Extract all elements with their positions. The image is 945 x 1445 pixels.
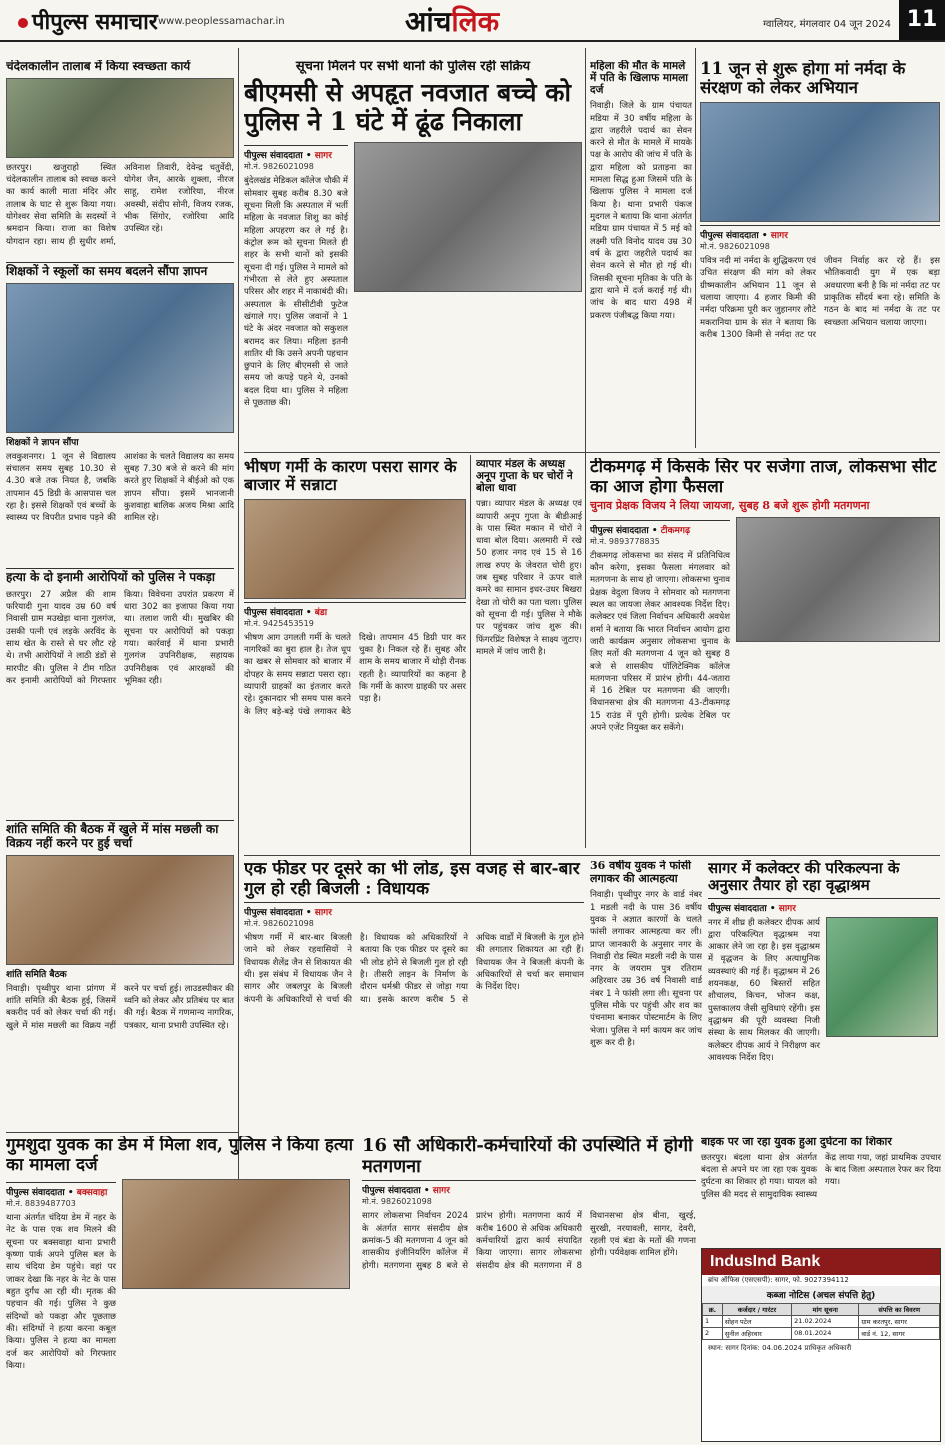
mobile: मो.नं. 9425453519 [244, 618, 314, 628]
byline: पीपुल्स संवाददाता • टीकमगढ़ [590, 520, 730, 536]
article-talab [6, 60, 234, 260]
photo-building [826, 917, 938, 1037]
mobile: मो.नं. 8839487703 [6, 1199, 76, 1209]
byline-name: पीपुल्स संवाददाता [708, 903, 767, 914]
byline: पीपुल्स संवाददाता • सागर [700, 225, 940, 241]
article-body: छतरपुर। बंदला थाना क्षेत्र अंतर्गत बंदला से अपने घर जा रहा एक युवक दुर्घटना का शिकार हो गया। घायल को पुलिस की मदद से सामुदायिक स्वास्थ्य केंद्र लाया गया, जहां प्राथमिक उपचार के बाद जिला अस्पताल रेफर कर दिया गया। [701, 1152, 941, 1200]
photo-cleanup [6, 78, 234, 158]
left-col [6, 1179, 116, 1372]
ad-th: संपत्ति का विवरण [859, 1304, 940, 1316]
article-heat [244, 458, 466, 853]
left-col [590, 517, 730, 735]
photo-narmada [700, 102, 940, 222]
byline-place: सागर [770, 230, 788, 241]
mobile: मो.नं. 9826021098 [244, 162, 314, 172]
section-title-a: आंच [405, 5, 452, 38]
ad-footer: स्थान: सागर दिनांक: 04.06.2024 प्राधिकृत अधिकारी [708, 1344, 852, 1352]
masthead [0, 0, 945, 42]
left-col [244, 142, 348, 409]
subheadline: चुनाव प्रेक्षक विजय ने लिया जायजा, सुबह 8 बजे शुरू होगी मतगणना [590, 499, 870, 513]
photo-hospital [354, 142, 582, 292]
brand-logo[interactable] [18, 6, 158, 36]
byline-place: सागर [314, 908, 332, 919]
section-title [405, 2, 499, 40]
ad-td: सोहन पटेल [722, 1316, 791, 1328]
ad-td: 2 [703, 1328, 723, 1340]
article-row [6, 1179, 356, 1372]
headline[interactable]: व्यापार मंडल के अध्यक्ष अनूप गुप्ता के घर चोरों ने बोला धावा [476, 458, 573, 495]
byline-place: सागर [778, 903, 796, 914]
section-rule [244, 855, 940, 856]
photo-teachers [6, 283, 234, 433]
headline[interactable]: बाइक पर जा रहा युवक हुआ दुर्घटना का शिकार [701, 1136, 892, 1148]
brand-name: पीपुल्स समाचार [32, 10, 158, 35]
article-body: छतरपुर। 27 अप्रैल की शाम फरियादी गुना यादव उम्र 60 वर्ष निवासी ग्राम मउखेड़ा थाना गुलगंज, उसकी पत्नी एवं लड़के अरविंद के साथ खेत के रास्ते से घर लौट रहे थे। तभी आरोपियों ने लाठी डंडों से मारपीट की। पुलिस ने टीम गठित कर इनामी आरोपियों को गिरफ्तार किया। विवेचना उपरांत प्रकरण में धारा 302 का इजाफा किया गया था। तलाश जारी थी। मुखबिर की सूचना पर आरोपियों को पकड़ा गया। कार्रवाई में थाना प्रभारी गुलगंज उपनिरीक्षक, सहायक उपनिरीक्षक एवं आरक्षकों की भूमिका रही। [6, 589, 234, 686]
dateline: ग्वालियर, मंगलवार 04 जून 2024 [763, 19, 891, 30]
article-peace-committee [6, 820, 234, 1132]
byline-place: टीकमगढ़ [660, 525, 691, 536]
photo-dam [122, 1179, 350, 1289]
article-body: सागर लोकसभा निर्वाचन 2024 के अंतर्गत सागर संसदीय क्षेत्र क्रमांक-5 की मतगणना 4 जून को शासकीय इंजीनियरिंग कॉलेज में होगी। मतगणना सुबह 8 बजे से प्रारंभ होगी। मतगणना कार्य में करीब 1600 से अधिक अधिकारी कर्मचारियों द्वारा कार्य संपादित किया जाएगा। सागर लोकसभा संसदीय क्षेत्र की मतगणना में 8 विधानसभा क्षेत्र बीना, खुरई, सुरखी, नरयावली, सागर, देवरी, रहली एवं बंडा के मतों की गणना होगी। पर्यवेक्षक शामिल होंगे। [362, 1211, 696, 1271]
article-body: निवाड़ी। पृथ्वीपुर थाना प्रांगण में शांति समिति की बैठक हुई, जिसमें बकरीद पर्व को लेकर चर्चा की गई। खुले में मांस मछली का विक्रय नहीं करने पर चर्चा हुई। लाउडस्पीकर की ध्वनि को लेकर और प्रतिबंध पर बात की गई। बैठक में गणमान्य नागरिक, पत्रकार, थाना प्रभारी उपस्थित रहे। [6, 983, 234, 1031]
ad-td: वार्ड नं. 12, सागर [859, 1328, 940, 1340]
article-body: छतरपुर। खजुराहो स्थित चंदेलकालीन तालाब को स्वच्छ करने का कार्य काली माता मंदिर और तालाब के घाट से शुरू किया गया। योगेश्वर सेवा समिति के सदस्यों ने श्रमदान किया। राजा का विशेष योगदान रहा। साथ ही सुधीर शर्मा, अविनाश तिवारी, देवेन्द्र चतुर्वेदी, योगेश जैन, आरके शुक्ला, नीरज साहू, रामेश रजोरिया, नीरज अवस्थी, संदीप सोनी, विजय रजक, भीक सिंगोर, रजोरिया आदि उपस्थित रहे। [6, 162, 234, 247]
byline: पीपुल्स संवाददाता • सागर [362, 1180, 696, 1196]
byline-name: पीपुल्स संवाददाता [590, 525, 649, 536]
ad-th: कर्जदार / गारंटर [722, 1304, 791, 1316]
table-row [703, 1316, 940, 1328]
ad-td: 21.02.2024 [792, 1316, 859, 1328]
byline-name: पीपुल्स संवाददाता [244, 908, 303, 919]
article-narmada [700, 60, 940, 450]
article-bike-accident [701, 1136, 941, 1244]
article-row [708, 917, 940, 1065]
article-body: नगर में शीघ्र ही कलेक्टर दीपक आर्य द्वारा परिकल्पित वृद्धाश्रम नया आकार लेने जा रहा है। इस वृद्धाश्रम में वृद्धजन के लिए अत्याधुनिक व्यवस्थाएं की गई हैं। वृद्धाश्रम में 26 शयनकक्ष, 60 बिस्तरों सहित शौचालय, किचन, भोजन कक्ष, पुस्तकालय जैसी सुविधाएं रहेंगी। इस वृद्धाश्रम की पूरी व्यवस्था निजी संस्था के साथ मिलकर की जाएगी। कलेक्टर दीपक आर्य ने निरीक्षण कर आवश्यक निर्देश दिए। [708, 917, 820, 1063]
bank-logo[interactable]: IndusInd Bank [702, 1249, 940, 1275]
column-rule [695, 48, 696, 448]
headline[interactable]: शांति समिति की बैठक में खुले में मांस मछली का विक्रय नहीं करने पर हुई चर्चा [6, 820, 234, 851]
page-number: 11 [899, 0, 945, 40]
headline[interactable]: चंदेलकालीन तालाब में किया स्वच्छता कार्य [6, 60, 191, 73]
headline[interactable]: महिला की मौत के मामले में पति के खिलाफ मामला दर्ज [590, 60, 688, 97]
article-body: निवाड़ी। पृथ्वीपुर नगर के वार्ड नंबर 1 मडली नदी के पास 36 वर्षीय युवक ने अज्ञात कारणों के चलते फांसी लगाकर आत्महत्या कर ली। प्राप्त जानकारी के अनुसार नगर के निवाड़ी रोड स्थित मडली नदी के पास नगर के जयराम पुत्र रतिराम अहिरवार उम्र 36 वर्ष निवासी वार्ड नंबर 1 ने फांसी लगा ली। सूचना पर पुलिस मौके पर पहुंची और शव का पंचनामा बनाकर पोस्टमार्टम के लिए भेजा। पुलिस ने मर्ग कायम कर जांच शुरू कर दी है। [590, 890, 702, 1049]
section-rule [6, 1132, 238, 1133]
headline[interactable]: भीषण गर्मी के कारण पसरा सागर के बाजार में सन्नाटा [244, 458, 457, 495]
ad-branch: ब्रांच ऑफिस (एसएसपी): सागर, फो. 9027394112 [708, 1276, 849, 1284]
byline: पीपुल्स संवाददाता • बंडा [244, 602, 466, 618]
column-rule [585, 48, 586, 848]
headline[interactable]: गुमशुदा युवक का डेम में मिला शव, पुलिस ने किया हत्या का मामला दर्ज [6, 1136, 354, 1175]
photo-caption: शांति समिति बैठक [6, 969, 67, 980]
byline: पीपुल्स संवाददाता • सागर [244, 145, 348, 161]
photo-meeting [6, 855, 234, 965]
byline-name: पीपुल्स संवाददाता [244, 607, 303, 618]
ad-td: ग्राम करतपुर, सागर [859, 1316, 940, 1328]
mobile: मो.नं. 9826021098 [700, 241, 770, 251]
article-row [590, 517, 940, 735]
byline-place: बंडा [314, 607, 328, 618]
headline[interactable]: 16 सौ अधिकारी-कर्मचारियों की उपस्थिति में होगी मतगणना [362, 1136, 693, 1177]
article-teachers [6, 262, 234, 568]
ad-table [702, 1303, 940, 1340]
section-title-b: लिक [451, 5, 500, 38]
photo-counting [736, 517, 940, 642]
headline[interactable]: 11 जून से शुरू होगा मां नर्मदा के संरक्षण को लेकर अभियान [700, 60, 906, 97]
article-row [244, 142, 582, 409]
article-missing-youth [6, 1136, 356, 1442]
ad-th: क्र. [703, 1304, 723, 1316]
mobile: मो.नं. 9826021098 [362, 1197, 432, 1207]
mobile: मो.नं. 9893778835 [590, 536, 660, 546]
table-row [703, 1328, 940, 1340]
headline[interactable]: 36 वर्षीय युवक ने फांसी लगाकर की आत्महत्या [590, 860, 691, 885]
article-counting-staff [362, 1136, 696, 1442]
byline-name: पीपुल्स संवाददाता [6, 1188, 65, 1199]
article-tikamgarh [590, 458, 940, 853]
article-body: बुंदेलखंड मेडिकल कॉलेज चौकी में सोमवार सुबह करीब 8.30 बजे सूचना मिली कि अस्पताल में भर्ती महिला के नवजात शिशु का कोई महिला अपहरण कर ले गई है। कंट्रोल रूम को सूचना मिलते ही शहर के सभी थानों को इसकी सूचना दी गई। पुलिस ने मामले को गंभीरता से लेते हुए अस्पताल परिसर और शहर में नाकाबंदी की। अस्पताल के सीसीटीवी फुटेज खंगाले गए। पुलिस जवानों ने 1 घंटे के अंदर नवजात को सकुशल बरामद कर लिया। महिला इतनी शातिर थी कि उसने अपनी पहचान छुपाने के लिए बीएमसी से जाते समय जो कपड़े पहने थे, उनको बदल दिया था। पुलिस ने महिला से पूछताछ की। [244, 176, 348, 409]
ad-td: सुनील अहिरवार [722, 1328, 791, 1340]
byline-place: सागर [314, 151, 332, 162]
article-theft [476, 458, 582, 853]
photo-market [244, 499, 466, 599]
byline-name: पीपुल्स संवाददाता [362, 1186, 421, 1197]
byline-place: बक्सवाहा [76, 1188, 108, 1199]
byline: पीपुल्स संवाददाता • सागर [244, 902, 584, 918]
photo-caption: शिक्षकों ने ज्ञापन सौंपा [6, 437, 79, 448]
article-body: थाना अंतर्गत चंदिया डेम में नहर के नेट के पास एक शव मिलने की सूचना पर बक्सवाहा थाना प्रभारी कृष्णा पार्क अपने पुलिस बल के साथ चंदिया डेम पहुंचे। वहां पर जाकर देखा कि नहर के नेट के पास बहुत दुर्गंध आ रही थी। मृतक की पहचान की गई। पुलिस ने कुछ संदिग्धों को पकड़ा और पूछताछ की। संदिग्धों ने हत्या करना कबूल किया। पुलिस ने हत्या का मामला दर्ज कर आरोपियों को गिरफ्तार किया। [6, 1213, 116, 1371]
article-body: भीषण गर्मी में बार-बार बिजली जाने को लेकर रहवासियों ने विधायक शैलेंद्र जैन से शिकायत की थी। इस संबंध में विधायक जैन ने सागर और जबलपुर के बिजली कंपनी के अधिकारियों से चर्चा की है। विधायक को अधिकारियों ने बताया कि एक फीडर पर दूसरे का भी लोड होने से बिजली गुल हो रही है। तीसरी लाइन के निर्माण के दौरान धर्मश्री फीडर से जोड़ा गया था। इसके कारण करीब 5 से अधिक वार्डों में बिजली के गुल होने की लगातार शिकायत आ रही हैं। विधायक जैन ने बिजली कंपनी के अधिकारियों से चर्चा कर समाधान के निर्देश दिए। [244, 933, 584, 1005]
bank-notice-ad [701, 1248, 941, 1442]
byline-name: पीपुल्स संवाददाता [244, 151, 303, 162]
article-body: भीषण आग उगलती गर्मी के चलते नागरिकों का बुरा हाल है। तेज धूप का खबर से सोमवार को बाजार में दोपहर के समय सन्नाटा पसरा रहा। व्यापारी ग्राहकों का इंतजार करते रहे। दुकानदार भी समय पास करने के लिए बड़े-बड़े पंखे लगाकर बैठे दिखे। तापमान 45 डिग्री पार कर चुका है। निकल रहे हैं। सुबह और शाम के समय बाजार में थोड़ी रौनक रहती है। व्यापारियों का कहना है कि गर्मी के कारण ग्राहकी पर असर पड़ा है। [244, 632, 466, 717]
byline-place: सागर [432, 1186, 450, 1197]
headline[interactable]: सागर में कलेक्टर की परिकल्पना के अनुसार तैयार हो रहा वृद्धाश्रम [708, 860, 900, 895]
column-rule [470, 455, 471, 855]
article-body: पन्ना। व्यापार मंडल के अध्यक्ष एवं व्यापारी अनूप गुप्ता के बीडीआई के पास स्थित मकान में चोरों ने धावा बोल दिया। अलमारी में रखे 50 हजार नगद एवं 15 से 16 लाख रुपए के जेवरात चोरी हुए। जब सुबह परिवार ने ऊपर वाले कमरे का सामान इधर-उधर बिखरा देखा तो चोरी का पता चला। पुलिस को सूचना दी गई। पुलिस ने मौके पर पहुंचकर जांच शुरू की। फिंगरप्रिंट विशेषज्ञ ने साक्ष्य जुटाए। मामले में जांच जारी है। [476, 499, 582, 657]
ad-td: 1 [703, 1316, 723, 1328]
article-arrest [6, 568, 234, 820]
right-col [354, 142, 582, 409]
column-rule [238, 48, 239, 1248]
byline: पीपुल्स संवाददाता • सागर [708, 898, 940, 914]
logo-dot-icon [18, 18, 28, 28]
article-body: लवकुशनगर। 1 जून से विद्यालय संचालन समय सुबह 10.30 से 4.30 बजे तक नियत है, जबकि तापमान 45 डिग्री के आसपास चल रहा है। इससे शिक्षकों एवं बच्चों के स्वास्थ्य पर विपरीत प्रभाव पड़ने की आशंका के चलते विद्यालय का समय सुबह 7.30 बजे से करने की मांग करते हुए शिक्षकों ने बीईओ को एक ज्ञापन सौंपा। इसमें भानजानी कुशवाहा बालिक अजय मिश्रा आदि शामिल रहे। [6, 451, 234, 524]
article-woman-death [590, 60, 692, 450]
section-rule [244, 452, 940, 453]
article-body: पवित्र नदी मां नर्मदा के शुद्धिकरण एवं उचित संरक्षण की मांग को लेकर ग्रीष्मकालीन अभियान 11 जून से चलाया जाएगा। 4 हजार किमी की नर्मदा परिक्रमा पूरी कर जुहानगर लौटे मकरानिया ग्राम के संत ने बताया कि करीब 1300 किमी से नर्मदा तट पर जीवन निर्वाह कर रहे हैं। इस भौतिकवादी युग में एक बड़ा अवधारणा बनी है कि मां नर्मदा तट पर प्राकृतिक सौंदर्य बना रहे। समिति के गठन के बाद मां नर्मदा के तट पर स्वच्छता अभियान चलाया जाएगा। [700, 255, 940, 340]
byline: पीपुल्स संवाददाता • बक्सवाहा [6, 1182, 116, 1198]
headline[interactable]: हत्या के दो इनामी आरोपियों को पुलिस ने पकड़ा [6, 568, 234, 585]
headline[interactable]: टीकमगढ़ में किसके सिर पर सजेगा ताज, लोकसभा सीट का आज होगा फैसला [590, 458, 937, 497]
kicker: सूचना मिलने पर सभी थानों की पुलिस रही सक्रिय [295, 60, 531, 74]
article-body: टीकमगढ़ लोकसभा का संसद में प्रतिनिधित्व कौन करेगा, इसका फैसला मंगलवार को मतगणना के साथ हो जाएगा। लोकसभा चुनाव प्रेक्षक वेदुला विजय ने सोमवार को मतगणना स्थल का जायजा लेकर आवश्यक निर्देश दिए। कलेक्टर एवं जिला निर्वाचन अधिकारी अवधेश शर्मा ने बताया कि भारत निर्वाचन आयोग द्वारा जारी कार्यक्रम अनुसार लोकसभा चुनाव के लिए मतों की मतगणना 4 जून को सुबह 8 बजे से शासकीय पॉलिटेक्निक कॉलेज मतगणना परिसर में प्रारंभ होगी। 44-जतारा में 16 टेबिल पर मतगणना की जाएगी। विधानसभा क्षेत्र की मतगणना 43-टीकमगढ़ 15 राउंड में पूरी होगी। प्रत्येक टेबिल पर अपने एजेंट नियुक्त कर सकेंगे। [590, 550, 730, 734]
headline[interactable]: बीएमसी से अपहृत नवजात बच्चे को पुलिस ने 1 घंटे में ढूंढ निकाला [244, 77, 571, 136]
byline-name: पीपुल्स संवाददाता [700, 230, 759, 241]
ad-title: कब्जा नोटिस (अचल संपत्ति हेतु) [702, 1286, 940, 1303]
mobile: मो.नं. 9826021098 [244, 919, 314, 929]
headline[interactable]: शिक्षकों ने स्कूलों का समय बदलने सौंपा ज्ञापन [6, 262, 234, 279]
site-url[interactable]: www.peoplessamachar.in [158, 16, 285, 27]
right-col [736, 517, 940, 735]
ad-th: मांग सूचना [792, 1304, 859, 1316]
article-body: निवाड़ी। जिले के ग्राम पंचायत मडिया में 30 वर्षीय महिला के द्वारा जहरीले पदार्थ का सेवन करने से मौत के मामले में मायके पक्ष के आरोप की जांच में पति के द्वारा महिला को प्रताड़ना का मामला सिद्ध हुआ जिसमें पति के खिलाफ पुलिस ने मामला दर्ज किया है। थाना प्रभारी पंकज मुदगल ने बताया कि थाना अंतर्गत मडिया ग्राम पंचायत में 5 मई को लक्ष्मी पति विनोद यादव उम्र 30 वर्ष के द्वारा जहरीले पदार्थ का सेवन करने से मौत हो गई थी। जिसकी सूचना मृतिका के पति के द्वारा थाने में दर्ज कराई गई थी। जांच के बाद धारा 498 में प्रकरण पंजीबद्ध किया गया। [590, 101, 692, 321]
ad-td: 08.01.2024 [792, 1328, 859, 1340]
article-newborn [244, 60, 582, 450]
headline[interactable]: एक फीडर पर दूसरे का भी लोड, इस वजह से बार-बार गुल हो रही बिजली : विधायक [244, 860, 580, 899]
ad-table-header [703, 1304, 940, 1316]
